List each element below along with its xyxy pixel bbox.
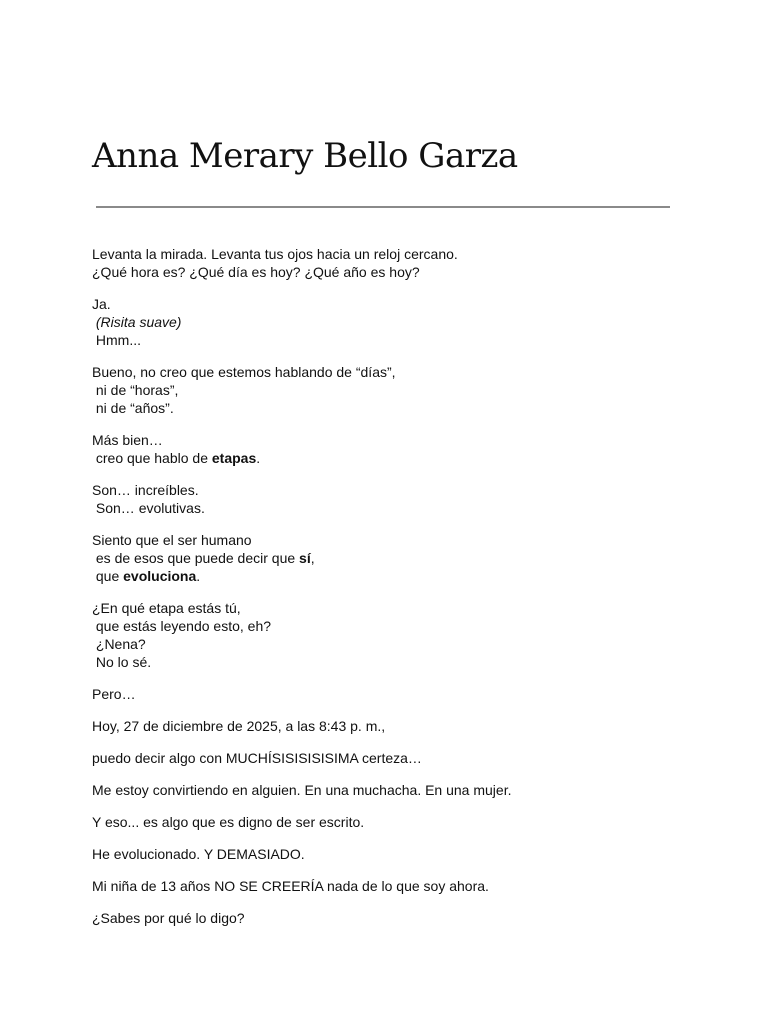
paragraph-14 [92, 877, 692, 895]
bold-text: etapas [211, 450, 257, 466]
text-line: puedo decir algo con MUCHÍSISISISISIMA certeza… [92, 750, 422, 766]
text-line: ¿En qué etapa estás tú, [92, 600, 241, 616]
text-line: Levanta la mirada. Levanta tus ojos hacia un reloj cercano. [92, 246, 458, 262]
text-line: ¿Sabes por qué lo digo? [92, 910, 245, 926]
text-line: Me estoy convirtiendo en alguien. En una muchacha. En una mujer. [92, 782, 512, 798]
paragraph-4 [92, 431, 692, 467]
text-line: He evolucionado. Y DEMASIADO. [92, 846, 305, 862]
text-line: Mi niña de 13 años NO SE CREERÍA nada de lo que soy ahora. [92, 878, 489, 894]
text-span: . [196, 568, 201, 584]
text-line: Pero… [92, 686, 136, 702]
paragraph-1 [92, 245, 692, 281]
paragraph-9 [92, 717, 692, 735]
text-line-indented [92, 617, 692, 635]
paragraph-12 [92, 813, 692, 831]
paragraph-5 [92, 481, 692, 517]
paragraph-2 [92, 295, 692, 349]
text-span: que estás leyendo esto, eh? [95, 618, 272, 634]
text-line-indented [92, 549, 692, 567]
text-span: No lo sé. [95, 654, 152, 670]
text-line: Siento que el ser humano [92, 532, 252, 548]
text-span: Hmm... [95, 332, 141, 348]
text-line-indented [92, 399, 692, 417]
page-title: Anna Merary Bello Garza [92, 136, 518, 176]
text-line-indented [92, 499, 692, 517]
title-divider [96, 206, 670, 208]
paragraph-13 [92, 845, 692, 863]
text-line: Ja. [92, 296, 111, 312]
text-line-indented [92, 567, 692, 585]
text-line: Y eso... es algo que es digno de ser escrito. [92, 814, 365, 830]
text-line: Son… increíbles. [92, 482, 199, 498]
text-span: creo que hablo de [95, 450, 212, 466]
text-span: que [95, 568, 124, 584]
paragraph-6 [92, 531, 692, 585]
paragraph-8 [92, 685, 692, 703]
bold-text: sí [299, 550, 311, 566]
text-span: . [256, 450, 261, 466]
text-line-indented [92, 635, 692, 653]
text-line-indented [92, 331, 692, 349]
text-span: es de esos que puede decir que [95, 550, 300, 566]
italic-text: (Risita suave) [95, 314, 182, 330]
bold-text: evoluciona [123, 568, 197, 584]
paragraph-11 [92, 781, 692, 799]
text-span: ni de “horas”, [95, 382, 179, 398]
text-line: Bueno, no creo que estemos hablando de “días”, [92, 364, 396, 380]
text-span: ni de “años”. [95, 400, 174, 416]
text-line: Más bien… [92, 432, 163, 448]
paragraph-3 [92, 363, 692, 417]
document-body [92, 245, 692, 941]
text-line-indented [92, 653, 692, 671]
text-span: Son… evolutivas. [95, 500, 205, 516]
paragraph-15 [92, 909, 692, 927]
text-span: , [310, 550, 315, 566]
text-line-indented [92, 381, 692, 399]
paragraph-7 [92, 599, 692, 671]
text-line: Hoy, 27 de diciembre de 2025, a las 8:43 p. m., [92, 718, 386, 734]
text-line-indented [92, 313, 692, 331]
text-line-indented [92, 449, 692, 467]
paragraph-10 [92, 749, 692, 767]
text-line: ¿Qué hora es? ¿Qué día es hoy? ¿Qué año es hoy? [92, 264, 420, 280]
text-span: ¿Nena? [95, 636, 146, 652]
